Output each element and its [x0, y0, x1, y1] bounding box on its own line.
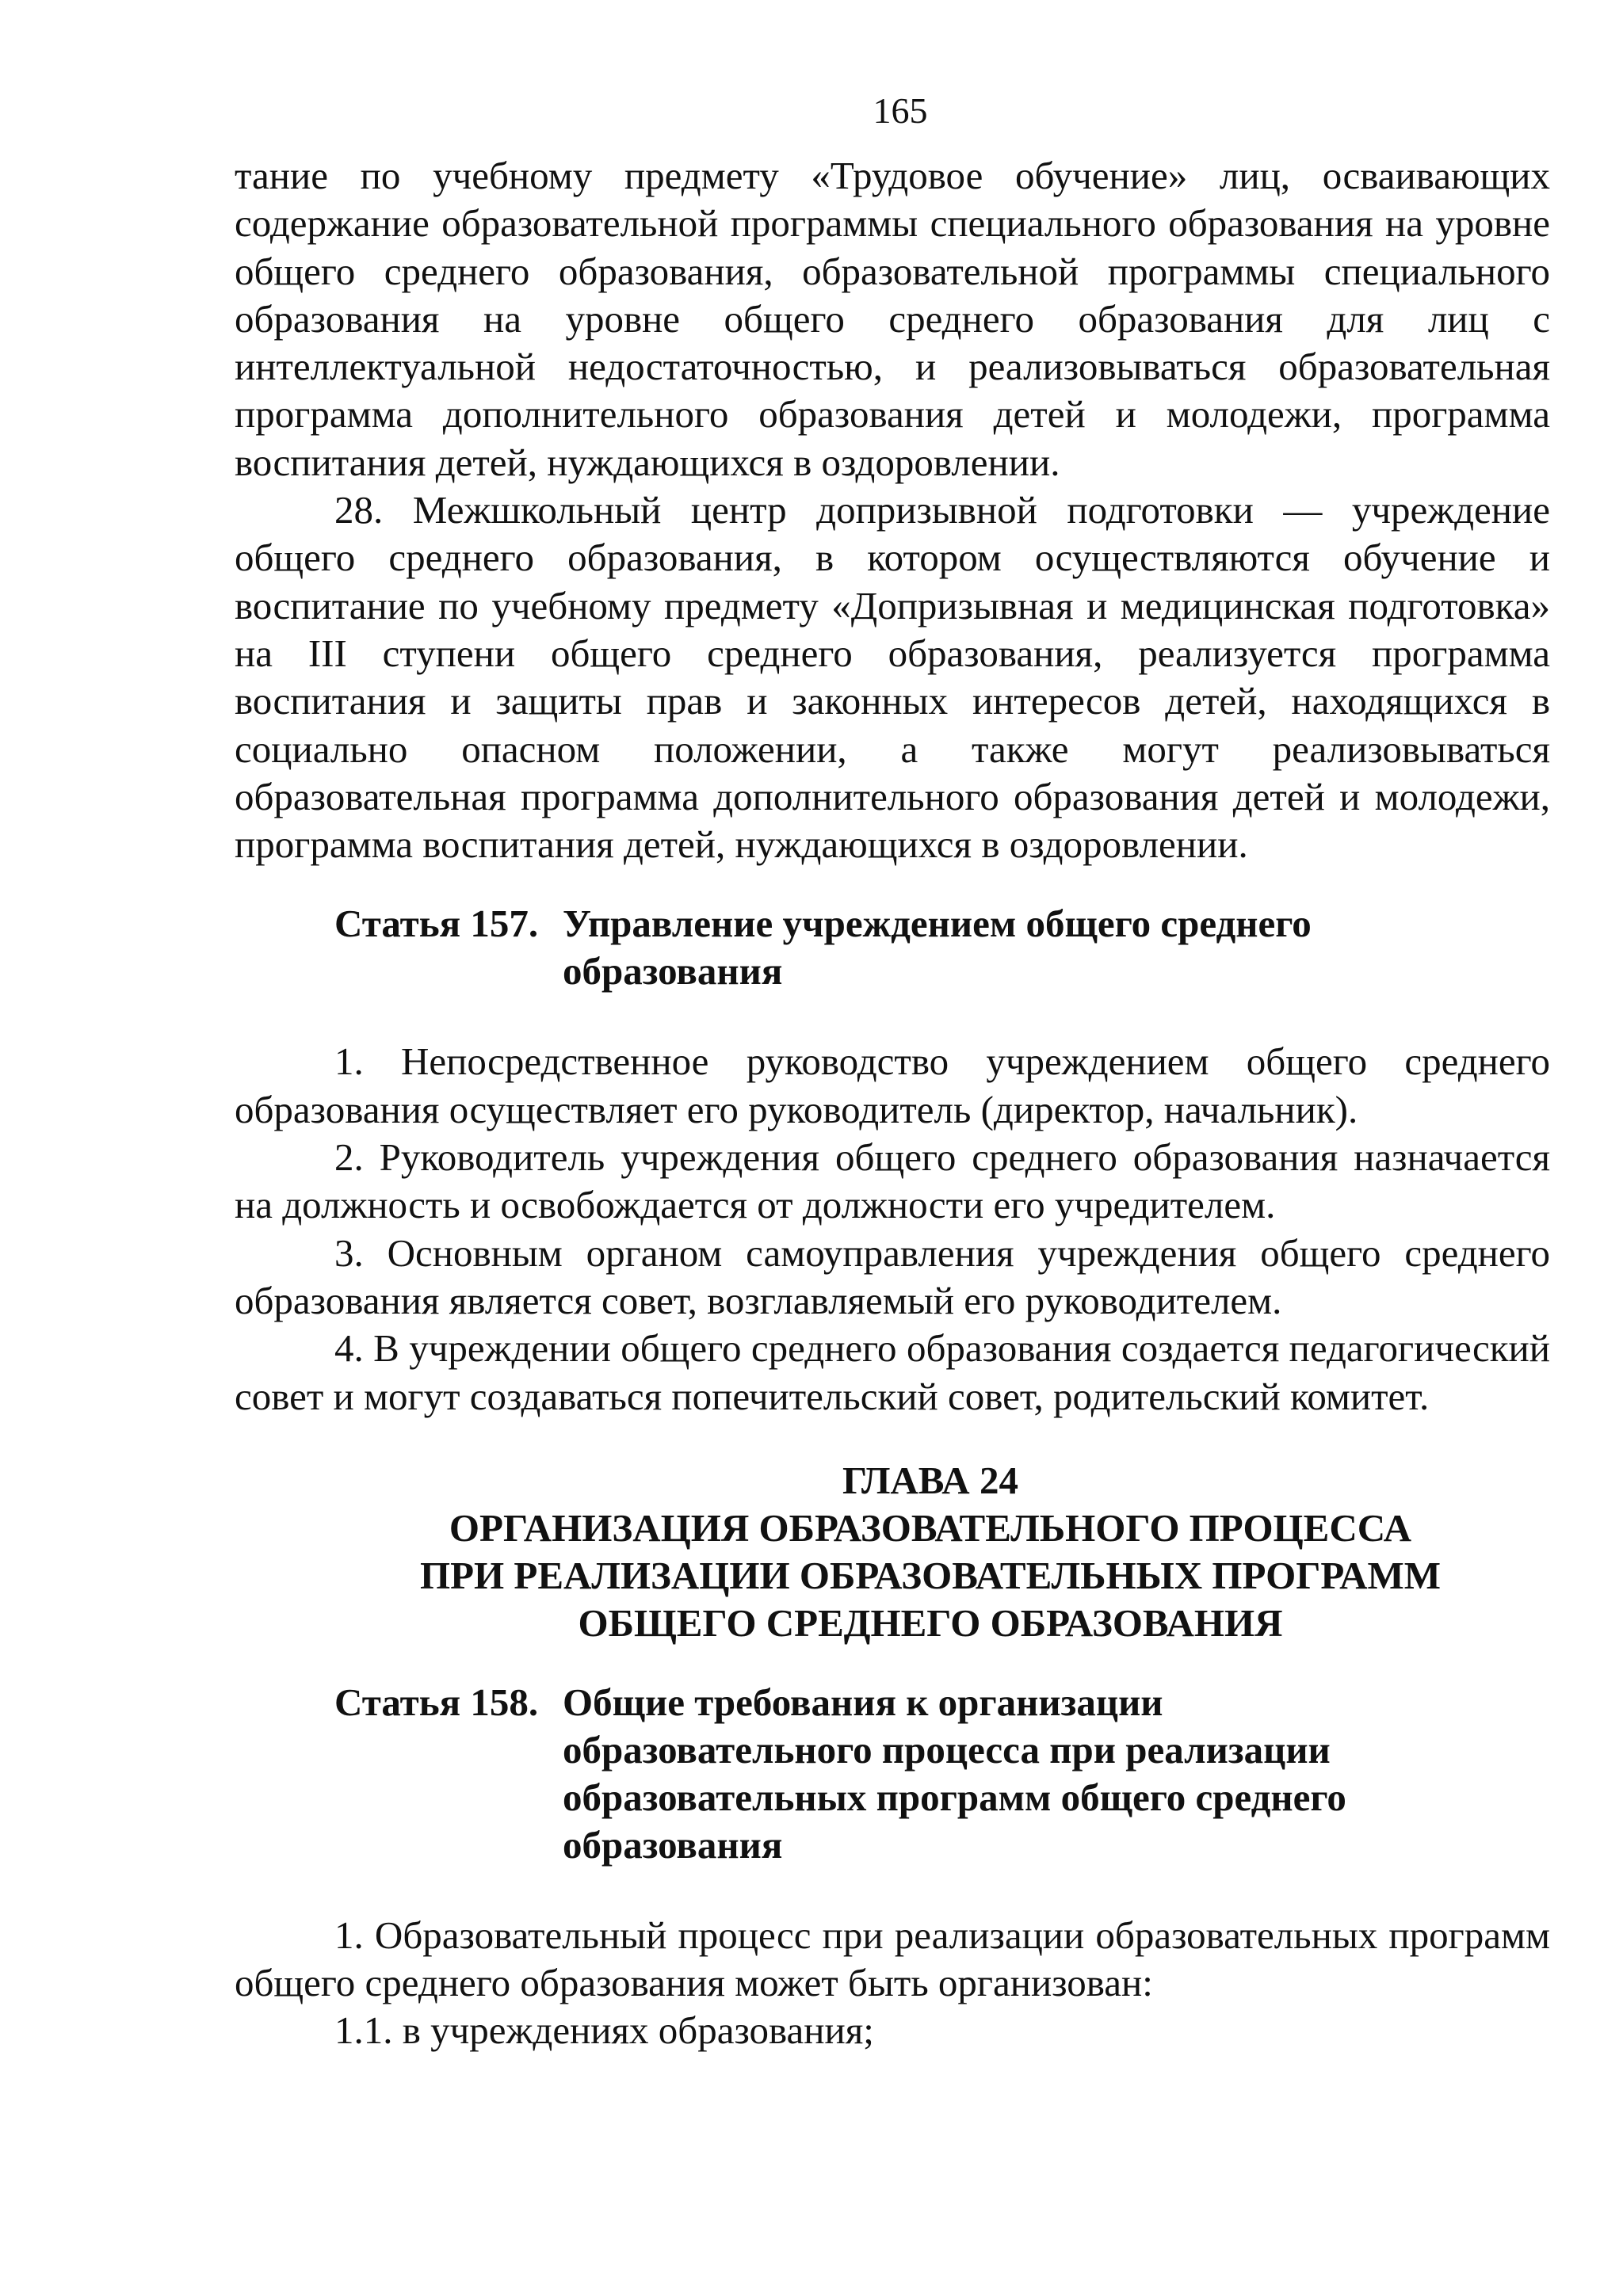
chapter-24-heading — [235, 1457, 1550, 1647]
article-number: Статья 158. — [334, 1680, 539, 1724]
paragraph-item-28: 28. Межшкольный центр допризывной подготовки — учреждение общего среднего образования, в котором осуществляются обучение и воспитание по учебному предмету «Допризывная и медицинская подготовка» на III ступени общего среднего образования, реализуется программа воспитания и защиты прав и законных интересов детей, находящихся в социально опасном положении, а также могут реализовываться образовательная программа дополнительного образования детей и молодежи, программа воспитания детей, нуждающихся в оздоровлении. — [235, 488, 1550, 867]
page-number: 165 — [873, 90, 928, 131]
article-number: Статья 157. — [334, 902, 539, 946]
chapter-title-line: ПРИ РЕАЛИЗАЦИИ ОБРАЗОВАТЕЛЬНЫХ ПРОГРАММ — [420, 1553, 1441, 1597]
article-title: Общие требования к организации образовательного процесса при реализации образовательных программ общего среднего образования — [563, 1680, 1346, 1867]
article-157-item-4: 4. В учреждении общего среднего образования создается педагогический совет и могут создаваться попечительский совет, родительский комитет. — [235, 1326, 1550, 1418]
article-157-item-2: 2. Руководитель учреждения общего среднего образования назначается на должность и освобождается от должности его учредителем. — [235, 1135, 1550, 1227]
chapter-title-line: ОРГАНИЗАЦИЯ ОБРАЗОВАТЕЛЬНОГО ПРОЦЕССА — [449, 1505, 1412, 1550]
chapter-title-line: ОБЩЕГО СРЕДНЕГО ОБРАЗОВАНИЯ — [578, 1600, 1283, 1645]
article-157-item-3: 3. Основным органом самоуправления учреждения общего среднего образования является совет, возглавляемый его руководителем. — [235, 1230, 1550, 1322]
article-158-item-1-1: 1.1. в учреждениях образования; — [334, 2008, 874, 2053]
article-158-heading — [334, 1679, 1550, 1869]
article-158-item-1: 1. Образовательный процесс при реализации образовательных программ общего среднего образования может быть организован: — [235, 1913, 1550, 2005]
article-title: Управление учреждением общего среднего образования — [563, 902, 1312, 994]
article-157-heading — [334, 900, 1550, 995]
article-157-item-1: 1. Непосредственное руководство учреждением общего среднего образования осуществляет его руководитель (директор, начальник). — [235, 1039, 1550, 1131]
chapter-number: ГЛАВА 24 — [842, 1458, 1018, 1502]
document-page — [235, 87, 1550, 2055]
paragraph-continuation: тание по учебному предмету «Трудовое обучение» лиц, осваивающих содержание образовательной программы специального образования на уровне общего среднего образования, образовательной программы специального образования на уровне общего среднего образования для лиц с интеллектуальной недостаточностью, и реализовываться образовательная программа дополнительного образования детей и молодежи, программа воспитания детей, нуждающихся в оздоровлении. — [235, 154, 1550, 484]
